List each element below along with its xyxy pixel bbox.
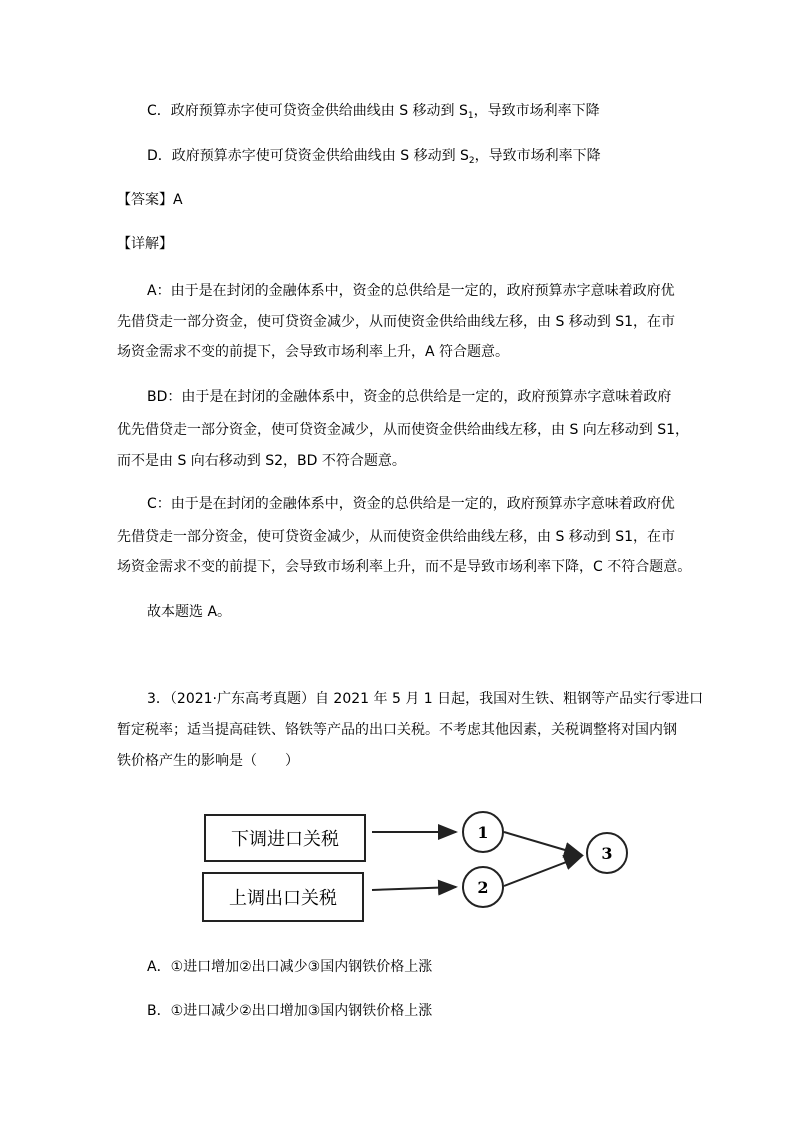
node-3: 3 (586, 832, 628, 874)
explain-bd-line-2: 优先借贷走一部分资金，使可贷资金减少，从而使资金供给曲线左移，由 S 向左移动到 S1， (117, 422, 690, 438)
question-3-stem-line-3: 铁价格产生的影响是（ ） (117, 753, 299, 769)
explain-bd-line-3: 而不是由 S 向右移动到 S2，BD 不符合题意。 (117, 453, 406, 469)
explain-bd-line-1: BD：由于是在封闭的金融体系中，资金的总供给是一定的，政府预算赤字意味着政府 (147, 389, 672, 405)
detail-title: 【详解】 (117, 236, 173, 252)
option-d-text: D．政府预算赤字使可贷资金供给曲线由 S 移动到 S (147, 148, 469, 164)
box-raise-export-tariff: 上调出口关税 (202, 872, 364, 922)
option-c-text: C．政府预算赤字使可贷资金供给曲线由 S 移动到 S (147, 103, 468, 119)
option-c-suffix: ，导致市场利率下降 (473, 103, 600, 119)
explain-a-line-1: A：由于是在封闭的金融体系中，资金的总供给是一定的，政府预算赤字意味着政府优 (147, 283, 675, 299)
question-3-stem-line-1: 3．（2021·广东高考真题）自 2021 年 5 月 1 日起，我国对生铁、粗钢等产品实行零进口 (147, 691, 704, 707)
option-d-subscript: 2 (468, 156, 475, 166)
arrow-box-bottom-to-node-2 (372, 887, 456, 890)
node-2: 2 (462, 866, 504, 908)
node-1: 1 (462, 811, 504, 853)
box-lower-import-tariff: 下调进口关税 (204, 814, 366, 862)
question-3-stem-line-2: 暂定税率；适当提高硅铁、铬铁等产品的出口关税。不考虑其他因素，关税调整将对国内钢 (117, 722, 677, 738)
explain-c-line-3: 场资金需求不变的前提下，会导致市场利率上升，而不是导致市场利率下降，C 不符合题意。 (117, 559, 692, 575)
explain-a-line-2: 先借贷走一部分资金，使可贷资金减少，从而使资金供给曲线左移，由 S 移动到 S1，在市 (117, 314, 676, 330)
question-3-option-a: A．①进口增加②出口减少③国内钢铁价格上涨 (147, 959, 433, 975)
question-3-option-b: B．①进口减少②出口增加③国内钢铁价格上涨 (147, 1003, 433, 1019)
arrow-node-2-to-node-3 (504, 856, 582, 886)
option-d-suffix: ，导致市场利率下降 (474, 148, 601, 164)
arrow-node-1-to-node-3 (504, 832, 582, 855)
explain-c-line-1: C：由于是在封闭的金融体系中，资金的总供给是一定的，政府预算赤字意味着政府优 (147, 496, 675, 512)
explain-c-line-2: 先借贷走一部分资金，使可贷资金减少，从而使资金供给曲线左移，由 S 移动到 S1，在市 (117, 529, 676, 545)
explain-a-line-3: 场资金需求不变的前提下，会导致市场利率上升，A 符合题意。 (117, 344, 510, 360)
option-c-subscript: 1 (467, 111, 474, 121)
answer-label: 【答案】A (117, 192, 183, 208)
conclusion: 故本题选 A。 (147, 604, 232, 620)
